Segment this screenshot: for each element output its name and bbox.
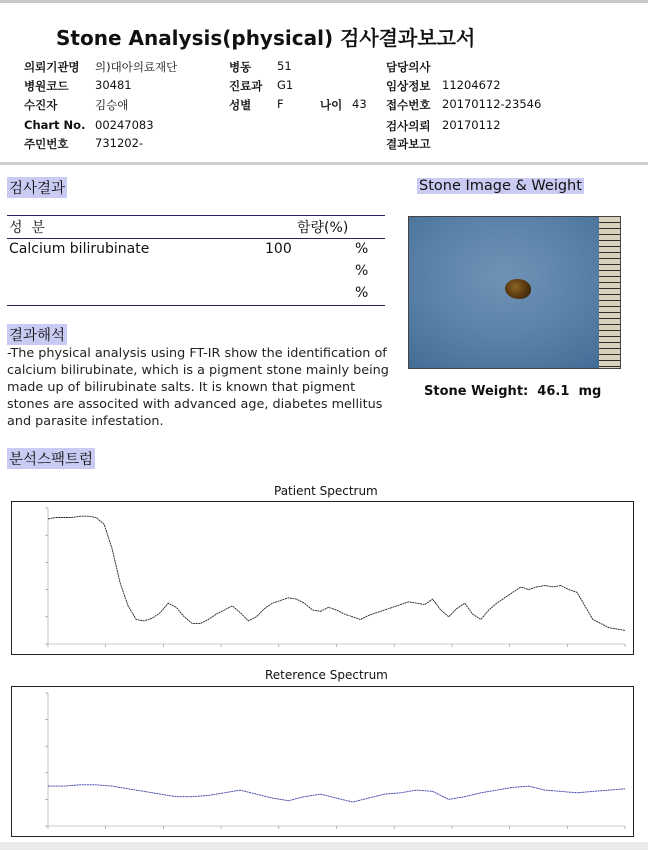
value-ward: 51 <box>277 59 292 73</box>
label-clinical-info: 임상정보 <box>386 79 431 93</box>
stone-specimen <box>505 279 531 299</box>
results-section-title: 검사결과 <box>7 177 67 198</box>
value-age: 43 <box>352 97 367 111</box>
patient-spectrum-axes <box>48 508 625 644</box>
value-resident-no: 731202- <box>95 136 144 150</box>
result-unit: % <box>355 241 369 257</box>
value-clinical-info: 11204672 <box>442 78 501 92</box>
label-hospital-code: 병원코드 <box>24 79 69 93</box>
bottom-bar <box>0 842 648 850</box>
label-report-date: 결과보고 <box>386 137 431 151</box>
stone-weight-label: Stone Weight: <box>424 384 529 399</box>
col-content-header: 함량(%) <box>297 220 349 236</box>
label-age: 나이 <box>320 98 343 112</box>
interpretation-section-title: 결과해석 <box>7 324 67 345</box>
label-ward: 병동 <box>229 60 252 74</box>
stone-weight-unit: mg <box>578 384 602 399</box>
page-title: Stone Analysis(physical) 검사결과보고서 <box>56 26 476 50</box>
stone-photo <box>408 216 621 369</box>
reference-spectrum-line <box>48 785 625 802</box>
value-sex: F <box>277 97 284 111</box>
reference-spectrum-title: Reterence Spectrum <box>265 668 388 682</box>
value-receipt-no: 20170112-23546 <box>442 97 542 111</box>
top-border <box>0 0 648 3</box>
result-unit: % <box>355 263 369 279</box>
value-request-date: 20170112 <box>442 118 501 132</box>
ruler-scale <box>599 217 620 368</box>
table-bottom-rule <box>7 305 385 306</box>
patient-spectrum-chart <box>11 501 634 655</box>
spectrum-section-title: 분석스팩트럼 <box>7 448 95 469</box>
label-patient: 수진자 <box>24 98 58 112</box>
stone-section-title: Stone Image & Weight <box>419 178 582 194</box>
patient-spectrum-title: Patient Spectrum <box>274 484 378 498</box>
value-patient: 김승애 <box>95 98 129 112</box>
reference-spectrum-chart <box>11 686 634 837</box>
reference-spectrum-axes <box>48 693 625 826</box>
interpretation-text: -The physical analysis using FT-IR show the identification of calcium bilirubinate, which is a pigment stone mainly being made up of bilirubinate salts. It is known that pigment stones are associted with advanced age, diabetes mellitus and parasite infestation. <box>7 346 389 429</box>
header-divider <box>0 162 648 165</box>
stone-weight <box>424 384 601 399</box>
label-doctor: 담당의사 <box>386 60 431 74</box>
patient-spectrum-svg <box>12 502 633 654</box>
label-institution: 의뢰기관명 <box>24 60 80 74</box>
col-component-header: 성 분 <box>9 220 45 236</box>
label-resident-no: 주민번호 <box>24 137 69 151</box>
value-chart-no: 00247083 <box>95 118 154 132</box>
table-header-rule <box>7 238 385 239</box>
label-chart-no: Chart No. <box>24 118 86 132</box>
stone-weight-value: 46.1 <box>537 384 570 399</box>
result-value: 100 <box>265 241 292 257</box>
value-institution: 의)대아의료재단 <box>95 60 178 74</box>
value-hospital-code: 30481 <box>95 78 132 92</box>
value-department: G1 <box>277 78 294 92</box>
label-department: 진료과 <box>229 79 263 93</box>
result-unit: % <box>355 285 369 301</box>
label-request-date: 검사의뢰 <box>386 119 431 133</box>
label-sex: 성별 <box>229 98 252 112</box>
result-component: Calcium bilirubinate <box>9 241 150 257</box>
reference-spectrum-svg <box>12 687 633 836</box>
patient-spectrum-line <box>48 516 625 630</box>
table-top-rule <box>7 215 385 216</box>
label-receipt-no: 접수번호 <box>386 98 431 112</box>
